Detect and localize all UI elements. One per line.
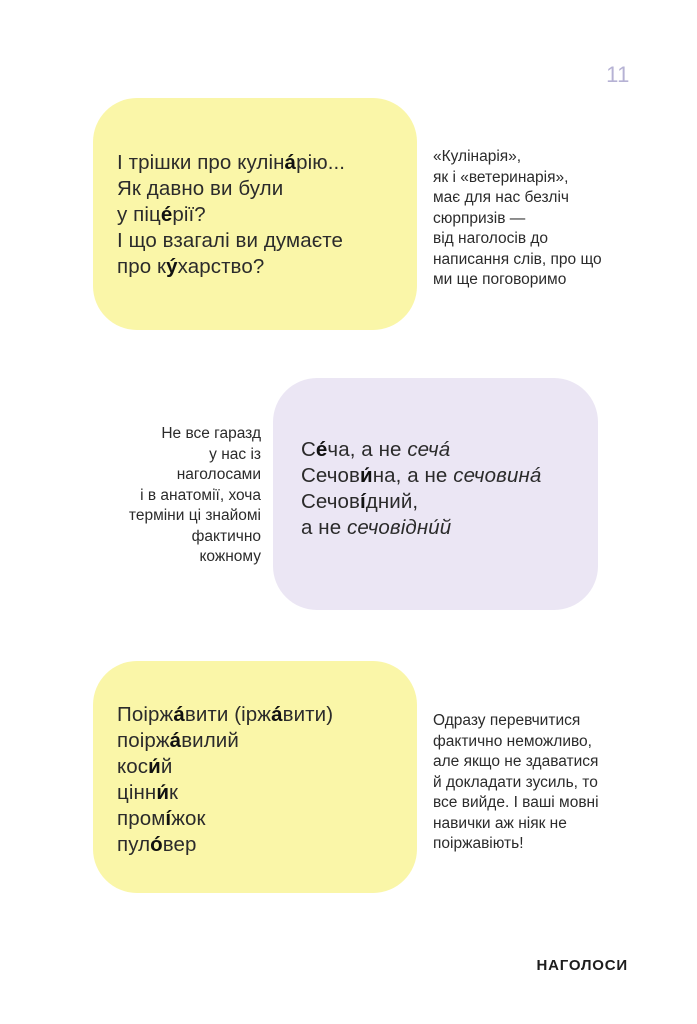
text-line	[301, 515, 541, 541]
text-line	[117, 728, 333, 754]
text-segment: Як давно ви були	[117, 177, 284, 200]
page-number: 11	[606, 62, 630, 87]
text-segment: на, а не	[372, 464, 454, 487]
text-segment: дний,	[365, 490, 419, 513]
text-line: у нас із	[209, 445, 261, 463]
text-segment: к	[169, 781, 179, 804]
text-line: кожному	[199, 548, 261, 565]
practice-note	[433, 711, 599, 855]
text-segment: вер	[162, 833, 197, 856]
text-segment: ча, а не	[327, 438, 408, 461]
text-line: написання слів, про що	[433, 250, 602, 268]
text-line	[117, 150, 345, 176]
text-segment: Сечов	[301, 464, 360, 487]
text-line	[117, 254, 345, 280]
words-card	[93, 661, 417, 893]
text-segment: вити)	[282, 703, 334, 726]
text-line: від наголосів до	[433, 230, 549, 247]
text-segment: І що взагалі ви думаєте	[117, 229, 344, 252]
text-line	[301, 489, 541, 515]
stressed-vowel: é	[315, 438, 328, 461]
text-segment: вити (ірж	[184, 703, 272, 726]
text-segment: Поірж	[117, 703, 174, 726]
stressed-vowel: í	[165, 807, 172, 830]
text-line: як і «ветеринарія»,	[433, 168, 569, 186]
text-segment: поірж	[117, 729, 170, 752]
text-line: має для нас безліч	[433, 189, 569, 206]
text-segment: жок	[171, 807, 206, 830]
text-segment: кос	[117, 755, 149, 778]
incorrect-form: сечовинá	[453, 464, 542, 487]
text-segment: й	[160, 755, 173, 778]
text-line	[117, 202, 345, 228]
text-segment: І трішки про кулін	[117, 151, 285, 174]
stressed-vowel: á	[169, 729, 182, 752]
incorrect-form: сечá	[407, 438, 451, 461]
text-line: Одразу перевчитися	[433, 712, 581, 729]
words-card-text	[117, 702, 333, 858]
stressed-vowel: ý	[166, 255, 178, 278]
text-line	[117, 832, 333, 858]
culinary-note	[433, 147, 602, 291]
text-line	[117, 702, 333, 728]
stressed-vowel: á	[271, 703, 283, 726]
text-segment: пул	[117, 833, 151, 856]
stressed-vowel: í	[360, 490, 366, 513]
text-segment: рію...	[296, 151, 346, 174]
text-line	[301, 437, 541, 463]
text-line: навички аж ніяк не	[433, 814, 567, 832]
anatomy-card-text	[301, 437, 541, 541]
incorrect-form: сечовідни́й	[347, 516, 452, 539]
text-line: й докладати зусиль, то	[433, 773, 598, 791]
stressed-vowel: á	[284, 151, 297, 174]
stressed-vowel: и́	[156, 781, 170, 804]
text-line: терміни ці знайомі	[128, 507, 261, 524]
text-line: ми ще поговоримо	[433, 271, 567, 288]
text-segment: С	[301, 438, 316, 461]
stressed-vowel: и́	[148, 755, 161, 778]
anatomy-note	[95, 424, 261, 568]
text-line	[117, 228, 345, 254]
culinary-card-text	[117, 150, 345, 280]
text-line: Не все гаразд	[161, 425, 261, 442]
text-line: поіржавіють!	[433, 835, 524, 852]
text-segment: харство?	[177, 255, 265, 278]
text-segment: у піц	[117, 203, 161, 226]
text-segment: рії?	[172, 203, 206, 226]
text-segment: пром	[117, 807, 166, 830]
text-line	[117, 176, 345, 202]
text-line: все вийде. І ваші мовні	[433, 794, 599, 811]
text-line: сюрпризів —	[433, 209, 526, 227]
stressed-vowel: и́	[360, 464, 373, 487]
text-line: наголосами	[176, 466, 261, 483]
text-line	[301, 463, 541, 489]
text-line: фактично	[191, 527, 261, 545]
section-title: НАГОЛОСИ	[536, 957, 628, 974]
text-line	[117, 806, 333, 832]
text-line: «Кулінарія»,	[433, 148, 522, 165]
text-segment: про к	[117, 255, 167, 278]
text-line: і в анатомії, хоча	[140, 486, 261, 504]
stressed-vowel: ó	[150, 833, 163, 856]
culinary-card	[93, 98, 417, 330]
text-segment: Сечов	[301, 490, 360, 513]
stressed-vowel: á	[173, 703, 185, 726]
text-line: але якщо не здаватися	[433, 753, 599, 770]
text-line: фактично неможливо,	[433, 732, 592, 750]
text-line	[117, 780, 333, 806]
text-segment: цінн	[117, 781, 157, 804]
text-line	[117, 754, 333, 780]
stressed-vowel: é	[160, 203, 173, 226]
text-segment: вилий	[181, 729, 239, 752]
anatomy-card	[273, 378, 598, 610]
text-segment: а не	[301, 516, 348, 539]
